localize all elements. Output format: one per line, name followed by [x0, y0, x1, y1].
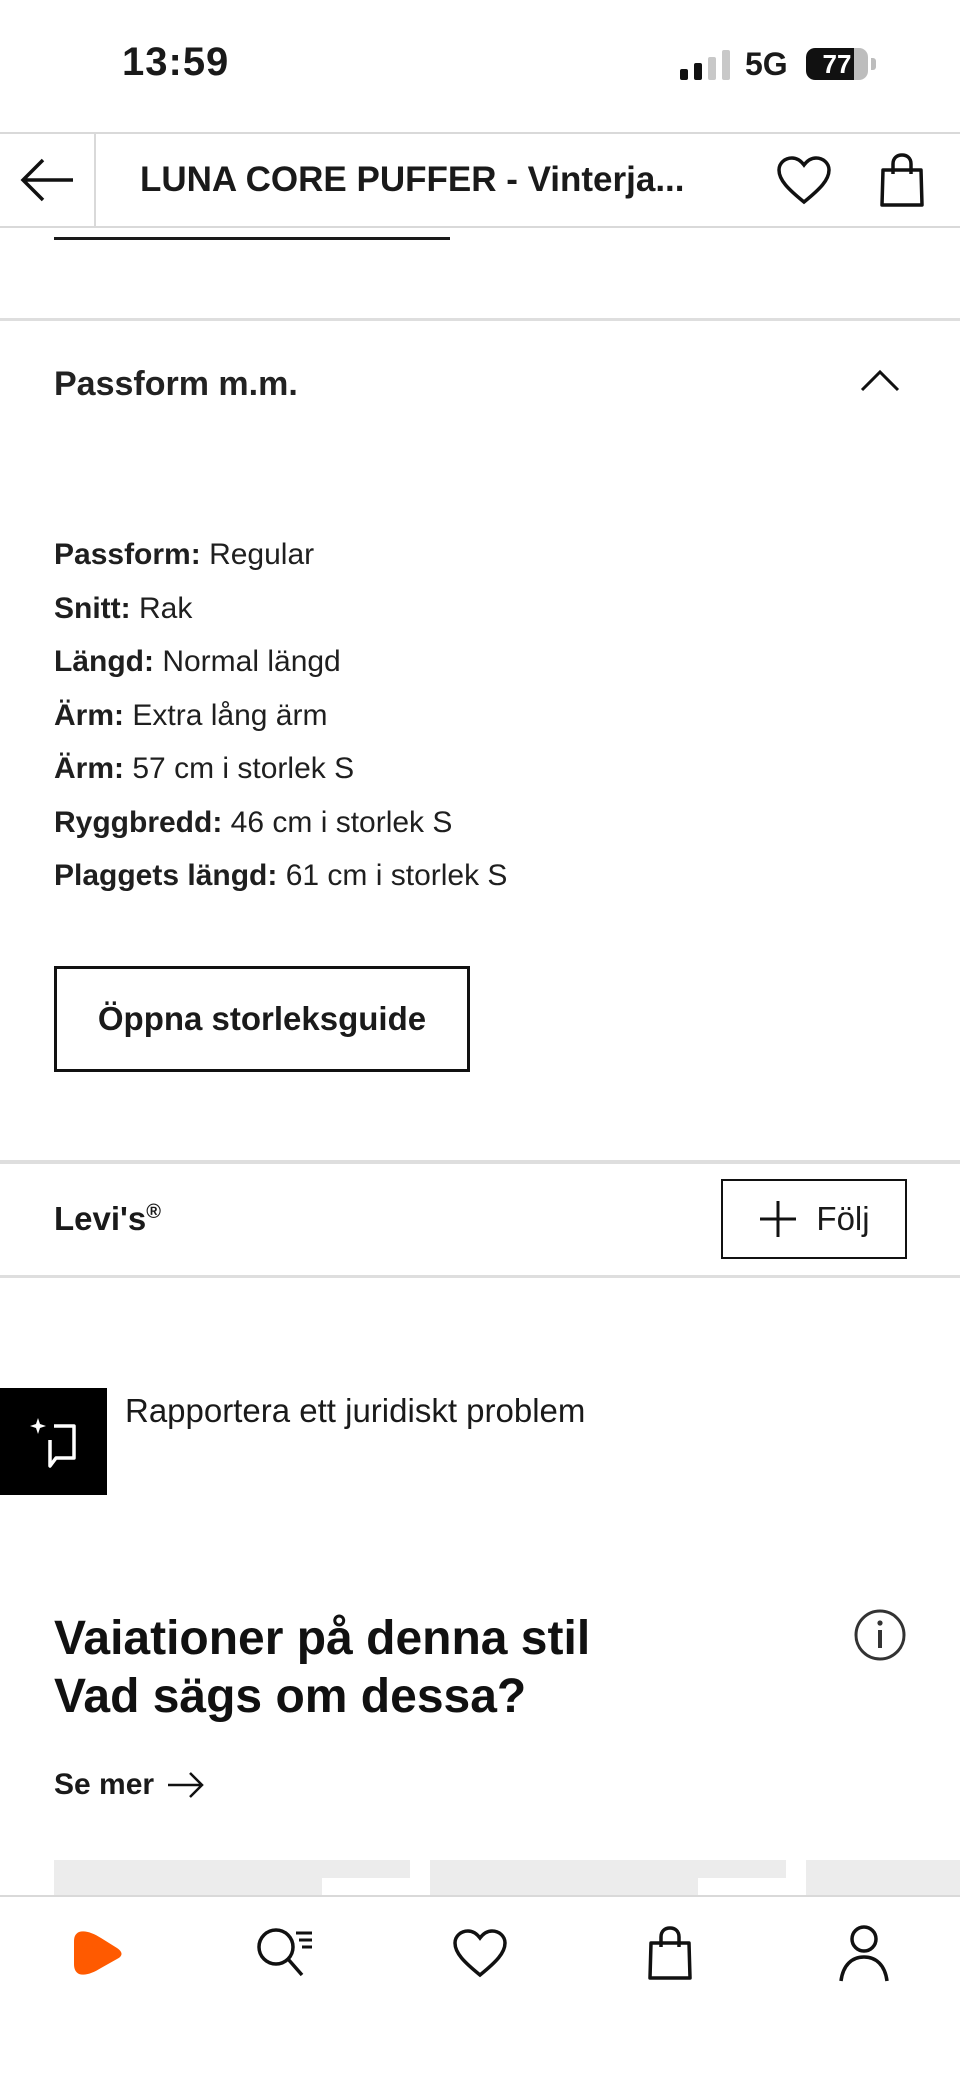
- tab-search[interactable]: [246, 1920, 326, 1986]
- profile-icon: [838, 1923, 890, 1983]
- report-flag-button[interactable]: [0, 1388, 107, 1495]
- detail-label: Ärm:: [54, 752, 125, 785]
- detail-value: Normal längd: [162, 645, 341, 678]
- variations-title: [54, 1610, 590, 1726]
- wishlist-button[interactable]: [772, 150, 836, 210]
- search-icon: [254, 1925, 318, 1981]
- see-more-label: Se mer: [54, 1768, 155, 1801]
- heart-icon: [776, 155, 832, 205]
- detail-value: 61 cm i storlek S: [285, 859, 508, 892]
- product-card[interactable]: [54, 1860, 410, 1898]
- variations-title-line2: Vad sägs om dessa?: [54, 1670, 527, 1723]
- brand-label: Levi's: [54, 1200, 147, 1237]
- product-title: LUNA CORE PUFFER - Vinterja...: [140, 160, 685, 199]
- chevron-up-icon: [860, 368, 900, 392]
- previous-link-underline: [54, 237, 450, 240]
- detail-label: Längd:: [54, 645, 154, 678]
- detail-row: [54, 742, 507, 796]
- detail-row: [54, 849, 507, 903]
- tab-profile[interactable]: [824, 1920, 904, 1986]
- battery-icon: [806, 48, 868, 80]
- detail-row: [54, 582, 507, 636]
- detail-row: [54, 528, 507, 582]
- detail-row: [54, 635, 507, 689]
- bag-icon: [646, 1925, 694, 1981]
- detail-label: Snitt:: [54, 591, 131, 625]
- detail-label: Ryggbredd:: [54, 805, 223, 839]
- signal-icon: [680, 50, 732, 80]
- network-label: 5G: [745, 46, 788, 82]
- status-time: 13:59: [122, 40, 230, 84]
- plus-icon: [758, 1199, 798, 1239]
- detail-value: Extra lång ärm: [132, 698, 328, 732]
- tab-wishlist[interactable]: [440, 1920, 520, 1986]
- detail-value: 57 cm i storlek S: [132, 752, 355, 785]
- sparkle-report-icon: [26, 1414, 82, 1470]
- detail-label: Plaggets längd:: [54, 859, 278, 892]
- arrow-right-icon: [166, 1770, 206, 1800]
- follow-label: Följ: [816, 1200, 870, 1237]
- report-legal-link[interactable]: Rapportera ett juridiskt problem: [125, 1392, 586, 1429]
- home-logo-icon: [71, 1928, 125, 1978]
- detail-value: Rak: [138, 591, 193, 625]
- brand-name[interactable]: [54, 1200, 161, 1238]
- back-button[interactable]: [0, 132, 96, 228]
- tab-home[interactable]: [58, 1920, 138, 1986]
- follow-button[interactable]: [721, 1179, 907, 1259]
- section-divider: [0, 318, 960, 321]
- fit-section-title[interactable]: Passform m.m.: [54, 365, 298, 403]
- fit-details-list: [54, 528, 507, 903]
- detail-value: Regular: [209, 538, 315, 571]
- info-icon: [853, 1608, 907, 1662]
- detail-row: [54, 796, 507, 850]
- detail-value: 46 cm i storlek S: [230, 805, 453, 839]
- battery-cap: [871, 58, 876, 70]
- tab-bag[interactable]: [630, 1920, 710, 1986]
- see-more-link[interactable]: [54, 1768, 206, 1802]
- product-card[interactable]: [430, 1860, 786, 1898]
- section-divider: [0, 1275, 960, 1278]
- collapse-button[interactable]: [856, 360, 904, 400]
- size-guide-button[interactable]: Öppna storleksguide: [54, 966, 470, 1072]
- cart-button[interactable]: [874, 148, 930, 212]
- detail-label: Ärm:: [54, 698, 125, 732]
- info-button[interactable]: [853, 1608, 907, 1662]
- detail-row: [54, 689, 507, 743]
- registered-mark: ®: [146, 1201, 161, 1223]
- section-divider: [0, 1160, 960, 1164]
- product-card[interactable]: [806, 1860, 960, 1898]
- shopping-bag-icon: [878, 152, 926, 208]
- wishlist-heart-icon: [452, 1928, 508, 1978]
- detail-label: Passform:: [54, 538, 201, 571]
- variations-title-line1: Vaiationer på denna stil: [54, 1612, 591, 1665]
- back-arrow-icon: [19, 158, 75, 202]
- battery-percent: 77: [822, 49, 852, 79]
